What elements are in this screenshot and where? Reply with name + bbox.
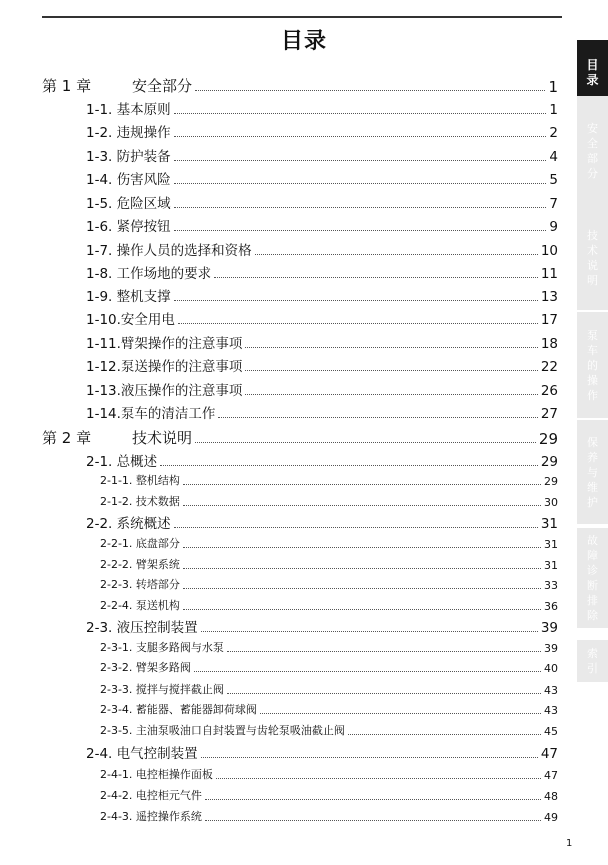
side-tab-char: 的 [587, 358, 598, 372]
dot-leader [183, 484, 541, 485]
side-tab-char: 索 [587, 647, 598, 660]
dot-leader [245, 347, 537, 348]
dot-leader [174, 207, 547, 208]
toc-page-number: 29 [544, 475, 558, 488]
side-tab-5[interactable] [577, 420, 608, 524]
side-tab-3[interactable] [577, 206, 608, 310]
toc-chapter[interactable] [42, 426, 558, 448]
toc-entry-label: 2-1. 总概述 [86, 454, 158, 470]
toc-entry-label: 1-14.泵车的清洁工作 [86, 406, 216, 422]
toc-entry-label: 2-3-3. 搅拌与搅拌截止阀 [100, 683, 224, 696]
toc-entry[interactable] [100, 658, 558, 675]
toc-page-number: 27 [540, 406, 558, 422]
toc-page-number: 31 [540, 516, 558, 532]
toc-entry-label: 2-2. 系统概述 [86, 516, 171, 532]
toc-chapter-title: 安全部分 [132, 77, 193, 95]
toc-page-number: 30 [544, 496, 558, 509]
side-tab-char: 全 [587, 137, 598, 150]
side-tab-4[interactable] [577, 312, 608, 418]
top-rule [42, 16, 562, 18]
toc-entry-label: 1-1. 基本原则 [86, 102, 171, 118]
dot-leader [160, 465, 538, 466]
toc-page-number: 33 [544, 579, 558, 592]
side-tab-char: 与 [587, 465, 598, 479]
dot-leader [174, 527, 538, 528]
dot-leader [214, 277, 538, 278]
toc-entry[interactable] [86, 379, 558, 399]
dot-leader [218, 417, 537, 418]
toc-page-number: 39 [544, 642, 558, 655]
side-tab-char: 目 [586, 58, 599, 72]
toc-entry-label: 2-1-2. 技术数据 [100, 495, 180, 508]
toc-entry-label: 2-3. 液压控制装置 [86, 620, 198, 636]
toc-entry[interactable] [100, 765, 558, 782]
toc-entry-label: 1-8. 工作场地的要求 [86, 266, 212, 282]
toc-page-number: 26 [540, 383, 558, 399]
side-tab-7[interactable] [577, 640, 608, 682]
side-tab-char: 录 [586, 73, 599, 87]
dot-leader [174, 183, 547, 184]
side-tab-2[interactable] [577, 96, 608, 206]
toc-entry-label: 1-6. 紧停按钮 [86, 219, 171, 235]
side-tab-char: 故 [587, 534, 598, 547]
toc-entry-label: 2-2-1. 底盘部分 [100, 537, 180, 550]
dot-leader [201, 631, 538, 632]
toc-entry[interactable] [86, 239, 558, 259]
toc-entry[interactable] [100, 596, 558, 613]
side-tab-char: 排 [587, 594, 598, 607]
toc-page-number: 17 [540, 312, 558, 328]
side-tab-char: 维 [587, 480, 598, 494]
toc-chapter-number: 第 1 章 [42, 77, 92, 95]
toc-entry[interactable] [86, 332, 558, 352]
toc-entry[interactable] [86, 285, 558, 305]
toc-page-number: 1 [548, 78, 558, 96]
side-tab-char: 引 [587, 662, 598, 675]
toc-page-number: 47 [540, 746, 558, 762]
toc-entry[interactable] [100, 492, 558, 509]
side-tab-char: 护 [587, 495, 598, 509]
toc-entry-label: 2-2-2. 臂架系统 [100, 558, 180, 571]
toc-page-number: 11 [540, 266, 558, 282]
side-tab-char: 部 [587, 152, 598, 165]
toc-page-number: 43 [544, 684, 558, 697]
toc-entry-label: 1-13.液压操作的注意事项 [86, 383, 243, 399]
toc-entry[interactable] [100, 700, 558, 717]
toc-page-number: 40 [544, 662, 558, 675]
toc-entry[interactable] [100, 807, 558, 824]
toc-entry-label: 2-3-4. 蓄能器、蓄能器卸荷球阀 [100, 703, 257, 716]
toc-entry-label: 2-4-2. 电控柜元气件 [100, 789, 202, 802]
toc-page-number: 5 [549, 172, 558, 188]
toc-entry-label: 2-3-1. 支腿多路阀与水泵 [100, 641, 224, 654]
dot-leader [227, 693, 541, 694]
dot-leader [183, 505, 541, 506]
dot-leader [205, 820, 541, 821]
side-tab-char: 说 [587, 259, 598, 272]
toc-page-number: 1 [549, 102, 558, 118]
dot-leader [174, 136, 547, 137]
dot-leader [174, 230, 547, 231]
dot-leader [183, 547, 541, 548]
toc-page-number: 43 [544, 704, 558, 717]
page-number: 1 [566, 838, 573, 849]
toc-entry[interactable] [86, 512, 558, 532]
toc-chapter-label [42, 75, 192, 96]
toc-entry-label: 2-3-2. 臂架多路阀 [100, 661, 191, 674]
dot-leader [245, 394, 537, 395]
toc-page-number: 10 [540, 243, 558, 259]
dot-leader [183, 609, 541, 610]
dot-leader [201, 757, 538, 758]
side-tab-char: 明 [587, 274, 598, 287]
toc-entry-label: 2-2-3. 转塔部分 [100, 578, 180, 591]
toc-entry-label: 1-9. 整机支撑 [86, 289, 171, 305]
side-tab-char: 作 [587, 388, 598, 402]
toc-page-number: 29 [540, 454, 558, 470]
toc-entry-label: 2-4-1. 电控柜操作面板 [100, 768, 213, 781]
side-tab-char: 保 [587, 435, 598, 449]
side-tab-char: 断 [587, 579, 598, 592]
toc-page-number: 13 [540, 289, 558, 305]
page-title: 目录 [280, 29, 327, 54]
toc-entry-label: 1-10.安全用电 [86, 312, 175, 328]
dot-leader [174, 113, 547, 114]
side-tab-char: 操 [587, 373, 598, 387]
toc-entry[interactable] [86, 742, 558, 762]
toc-entry[interactable] [100, 680, 558, 697]
side-tab-char: 安 [587, 122, 598, 135]
dot-leader [195, 90, 545, 91]
toc-entry[interactable] [100, 638, 558, 655]
dot-leader [195, 442, 536, 443]
toc-page-number: 45 [544, 725, 558, 738]
toc-entry-label: 1-7. 操作人员的选择和资格 [86, 243, 252, 259]
toc-entry[interactable] [100, 534, 558, 551]
toc-entry[interactable] [86, 121, 558, 141]
toc-page-number: 7 [549, 196, 558, 212]
toc-entry[interactable] [86, 145, 558, 165]
toc-chapter[interactable] [42, 74, 558, 96]
toc-entry[interactable] [86, 355, 558, 375]
toc-page-number: 22 [540, 359, 558, 375]
toc-entry-label: 2-4-3. 遥控操作系统 [100, 810, 202, 823]
dot-leader [348, 734, 541, 735]
toc-entry[interactable] [86, 215, 558, 235]
dot-leader [194, 671, 541, 672]
toc-page-number: 31 [544, 538, 558, 551]
dot-leader [216, 778, 541, 779]
toc-entry[interactable] [100, 555, 558, 572]
toc-entry[interactable] [100, 575, 558, 592]
toc-entry[interactable] [86, 450, 558, 470]
toc-page-number: 4 [549, 149, 558, 165]
toc-entry[interactable] [86, 402, 558, 422]
dot-leader [245, 370, 537, 371]
toc-entry-label: 1-2. 违规操作 [86, 125, 171, 141]
toc-entry[interactable] [100, 471, 558, 488]
toc-entry-label: 1-5. 危险区域 [86, 196, 171, 212]
toc-entry[interactable] [86, 262, 558, 282]
toc-page-number: 49 [544, 811, 558, 824]
side-tab-char: 技 [587, 229, 598, 242]
toc-entry-label: 2-3-5. 主油泵吸油口自封装置与齿轮泵吸油截止阀 [100, 724, 345, 737]
dot-leader [183, 588, 541, 589]
toc-page-number: 9 [549, 219, 558, 235]
side-tab-char: 分 [587, 167, 598, 180]
toc-page-number: 18 [540, 336, 558, 352]
toc-entry[interactable] [86, 308, 558, 328]
dot-leader [178, 323, 538, 324]
toc-page-number: 2 [549, 125, 558, 141]
toc-entry-label: 1-12.泵送操作的注意事项 [86, 359, 243, 375]
side-tab-char: 养 [587, 450, 598, 464]
dot-leader [174, 300, 538, 301]
toc-page-number: 31 [544, 559, 558, 572]
toc-entry-label: 2-4. 电气控制装置 [86, 746, 198, 762]
toc-entry[interactable] [100, 721, 558, 738]
toc-chapter-title: 技术说明 [132, 429, 193, 447]
dot-leader [205, 799, 541, 800]
side-tab-6[interactable] [577, 528, 608, 628]
toc-entry[interactable] [86, 616, 558, 636]
toc-entry[interactable] [86, 168, 558, 188]
toc-page-number: 48 [544, 790, 558, 803]
toc-page-number: 47 [544, 769, 558, 782]
toc-entry-label: 1-4. 伤害风险 [86, 172, 171, 188]
side-tab-char: 除 [587, 609, 598, 622]
toc-chapter-label [42, 427, 192, 448]
toc-entry[interactable] [86, 98, 558, 118]
toc-page-number: 39 [540, 620, 558, 636]
toc-entry-label: 1-3. 防护装备 [86, 149, 171, 165]
toc-entry[interactable] [100, 786, 558, 803]
dot-leader [174, 160, 547, 161]
toc-page-number: 36 [544, 600, 558, 613]
toc-entry-label: 2-2-4. 泵送机构 [100, 599, 180, 612]
toc-chapter-number: 第 2 章 [42, 429, 92, 447]
toc-entry-label: 1-11.臂架操作的注意事项 [86, 336, 243, 352]
side-tab-char: 诊 [587, 564, 598, 577]
toc-entry-label: 2-1-1. 整机结构 [100, 474, 180, 487]
toc-entry[interactable] [86, 192, 558, 212]
side-tab-char: 术 [587, 244, 598, 257]
dot-leader [227, 651, 541, 652]
dot-leader [255, 254, 538, 255]
toc-page-number: 29 [538, 430, 558, 448]
dot-leader [260, 713, 541, 714]
dot-leader [183, 568, 541, 569]
side-tab-char: 车 [587, 343, 598, 357]
side-tab-char: 泵 [587, 328, 598, 342]
side-tab-char: 障 [587, 549, 598, 562]
